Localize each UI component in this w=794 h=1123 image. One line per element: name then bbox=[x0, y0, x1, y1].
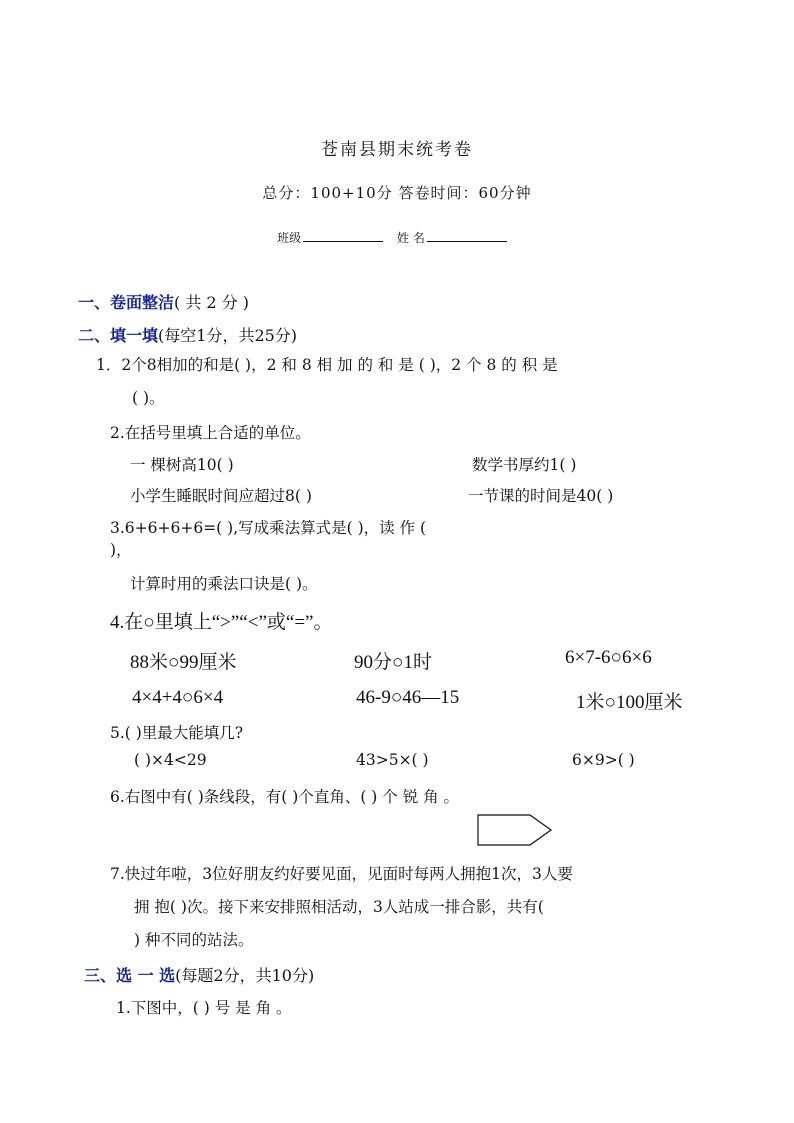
q2-item-d: 一节课的时间是40( ) bbox=[468, 487, 614, 505]
q4-intro: 4.在○里填上“>”“<”或“=”。 bbox=[110, 612, 333, 633]
class-label: 班级 bbox=[277, 231, 302, 245]
section-2-heading bbox=[78, 323, 297, 346]
q2-item-b: 数学书厚约1( ) bbox=[472, 456, 577, 474]
pentagon-arrow-figure bbox=[474, 812, 554, 850]
q4-compare-2a: 4×4+4○6×4 bbox=[132, 687, 224, 708]
section-3-note: (每题2分，共10分) bbox=[175, 966, 315, 985]
q5-item-c: 6×9>( ) bbox=[572, 751, 635, 769]
section-1-title: 一、卷面整洁 bbox=[78, 293, 175, 312]
section-1-note: ( 共 2 分 ) bbox=[174, 293, 250, 312]
q3-line1: 3.6+6+6+6=( ),写成乘法算式是( )，读 作 ( bbox=[110, 519, 427, 537]
q4-compare-1b: 90分○1时 bbox=[354, 652, 432, 673]
q4-compare-1a: 88米○99厘米 bbox=[130, 652, 237, 673]
q6-text: 6.右图中有( )条线段，有( )个直角、( ) 个 锐 角 。 bbox=[110, 788, 460, 806]
name-label: 姓 名 bbox=[397, 231, 425, 245]
q4-compare-2c: 1米○100厘米 bbox=[576, 692, 683, 713]
q5-item-b: 43>5×( ) bbox=[356, 751, 429, 769]
q2-item-c: 小学生睡眠时间应超过8( ) bbox=[130, 487, 312, 505]
q7-line1: 7.快过年啦，3位好朋友约好要见面，见面时每两人拥抱1次，3人要 bbox=[110, 865, 573, 883]
q5-item-a: ( )×4<29 bbox=[134, 751, 207, 769]
q2-item-a: 一 棵树高10( ) bbox=[130, 456, 234, 474]
name-blank[interactable] bbox=[427, 229, 507, 242]
q1-line1: 1．2个8相加的和是( )，2 和 8 相 加 的 和 是 ( )，2 个 8 的 积 是 bbox=[96, 356, 558, 374]
section-3-title: 三、选 一 选 bbox=[84, 966, 176, 985]
q7-line2: 拥 抱( )次。接下来安排照相活动，3人站成一排合影，共有( bbox=[134, 898, 544, 916]
q2-intro: 2.在括号里填上合适的单位。 bbox=[110, 424, 311, 442]
q1-line2: ( )。 bbox=[132, 389, 165, 407]
section-2-title: 二、填一填 bbox=[78, 326, 159, 345]
section-2-note: (每空1分，共25分) bbox=[158, 326, 298, 345]
exam-subtitle: 总分：100+10分 答卷时间：60分钟 bbox=[262, 184, 532, 202]
section-3-heading bbox=[84, 963, 314, 986]
q7-line3: ) 种不同的站法。 bbox=[134, 931, 254, 949]
q3-line3: 计算时用的乘法口诀是( )。 bbox=[130, 575, 318, 593]
section-1-heading bbox=[78, 290, 249, 313]
q3-line2: )， bbox=[110, 541, 132, 559]
figure-outline bbox=[478, 815, 551, 845]
student-info-row bbox=[0, 229, 794, 246]
q5-intro: 5.( )里最大能填几? bbox=[110, 724, 244, 742]
q4-compare-1c: 6×7-6○6×6 bbox=[565, 647, 652, 668]
class-blank[interactable] bbox=[303, 229, 383, 242]
q4-compare-2b: 46-9○46—15 bbox=[356, 687, 460, 708]
s3-q1-text: 1.下图中，( ) 号 是 角 。 bbox=[116, 999, 292, 1017]
exam-title: 苍南县期末统考卷 bbox=[321, 140, 473, 160]
